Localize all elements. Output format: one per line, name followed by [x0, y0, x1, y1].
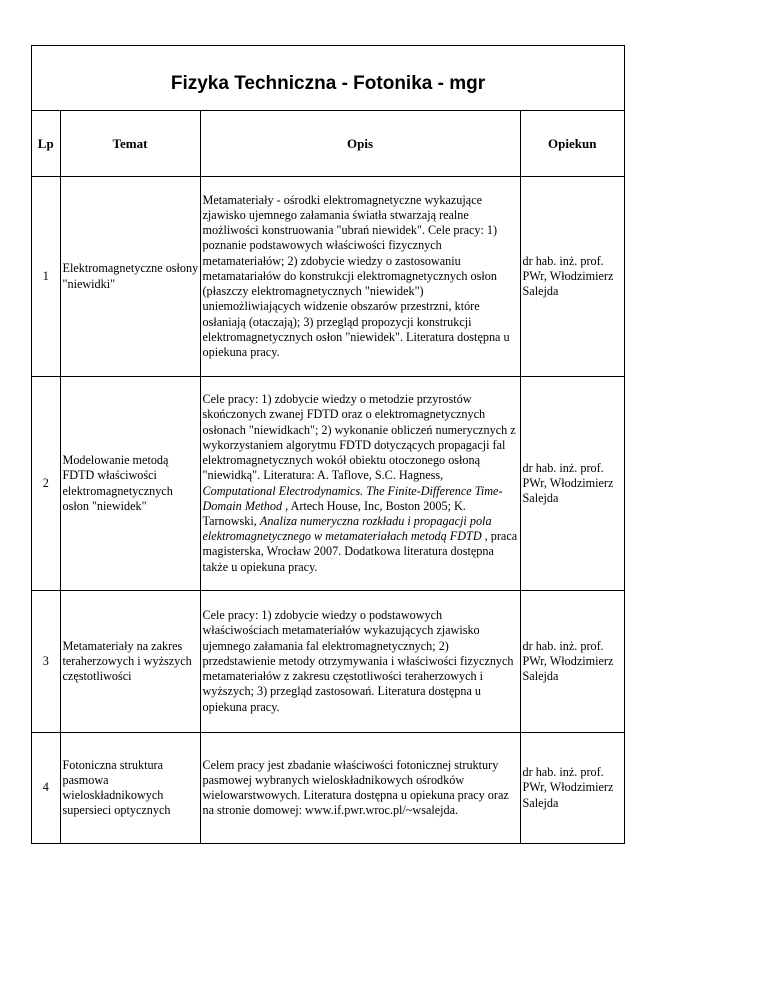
topic-description: Celem pracy jest zbadanie właściwości fotonicznej struktury pasmowej wybranych wieloskładnikowych ośrodków wielowarstwowych. Literatura dostępna u opiekuna pracy oraz na stronie domowej: www.if.pwr.wroc.pl/~wsalejda.: [200, 733, 520, 844]
header-opis: Opis: [200, 111, 520, 177]
description-text: , praca magisterska, Wrocław 2007. Dodatkowa literatura dostępna także u opiekuna pracy.: [202, 529, 518, 574]
table-row: [32, 591, 624, 733]
table-row: [32, 377, 624, 591]
topic-description: [200, 377, 520, 591]
topic-description: Cele pracy: 1) zdobycie wiedzy o podstawowych właściwościach metamateriałów wykazujących zjawisko ujemnego załamania fal elektromagnetycznych; 2) przedstawienie metody otrzymywania i właściwości fizycznych metamateriałów z zakresu częstotliwości teraherzowych i wyższych; 3) przegląd zastosowań. Literatura dostępna u opiekuna pracy.: [200, 591, 520, 733]
reference-title-italic: Analiza numeryczna rozkładu i propagacji pola elektromagnetycznego w metamateriałach metodą FDTD: [202, 513, 492, 544]
header-opiekun: Opiekun: [520, 111, 624, 177]
table-row: [32, 733, 624, 844]
description-text: , Artech House, Inc, Boston 2005; K. Tarnowski,: [202, 498, 466, 528]
description-text: Cele pracy: 1) zdobycie wiedzy o metodzie przyrostów skończonych zwanej FDTD oraz o elektromagnetycznych osłonach "niewidkach"; 2) wykonanie obliczeń numerycznych z wykorzystaniem algorytmu FDTD dotyczących propagacji fal elektromagnetycznych wokół obiektu otoczonego osłoną "niewidką". Literatura: A. Taflove, S.C. Hagness,: [202, 392, 516, 483]
topic-description: Metamateriały - ośrodki elektromagnetyczne wykazujące zjawisko ujemnego załamania światła stwarzają realne możliwości konstruowania "ubrań niewidek". Cele pracy: 1) poznanie podstawowych właściwości fizycznych metamateriałów; 2) zdobycie wiedzy o zastosowaniu metamatariałów do konstrukcji elektromagnetycznych osłon (płaszczy elektromagnetycznych "niewidek") uniemożliwiających widzenie obszarów przestrzni, które osłaniają (otaczają); 3) przegląd propozycji konstrukcji elektromagnetycznych osłon "niewidek". Literatura dostępna u opiekuna pracy.: [200, 177, 520, 377]
row-number: 4: [32, 733, 60, 844]
sheet-title: Fizyka Techniczna - Fotonika - mgr: [32, 46, 624, 111]
reference-title-italic: Computational Electrodynamics. The Finite-Difference Time-Domain Method: [202, 483, 503, 513]
header-lp: Lp: [32, 111, 60, 177]
topic-title: Metamateriały na zakres teraherzowych i wyższych częstotliwości: [60, 591, 200, 733]
supervisor: dr hab. inż. prof. PWr, Włodzimierz Salejda: [520, 733, 624, 844]
row-number: 3: [32, 591, 60, 733]
topic-title: Elektromagnetyczne osłony "niewidki": [60, 177, 200, 377]
table-row: [32, 177, 624, 377]
topic-title: Modelowanie metodą FDTD właściwości elektromagnetycznych osłon "niewidek": [60, 377, 200, 591]
supervisor: dr hab. inż. prof. PWr, Włodzimierz Salejda: [520, 377, 624, 591]
topics-table: [32, 111, 624, 844]
topic-title: Fotoniczna struktura pasmowa wieloskładnikowych supersieci optycznych: [60, 733, 200, 844]
header-row: [32, 111, 624, 177]
thesis-topics-sheet: [31, 45, 625, 844]
row-number: 1: [32, 177, 60, 377]
header-temat: Temat: [60, 111, 200, 177]
supervisor: dr hab. inż. prof. PWr, Włodzimierz Salejda: [520, 591, 624, 733]
row-number: 2: [32, 377, 60, 591]
supervisor: dr hab. inż. prof. PWr, Włodzimierz Salejda: [520, 177, 624, 377]
